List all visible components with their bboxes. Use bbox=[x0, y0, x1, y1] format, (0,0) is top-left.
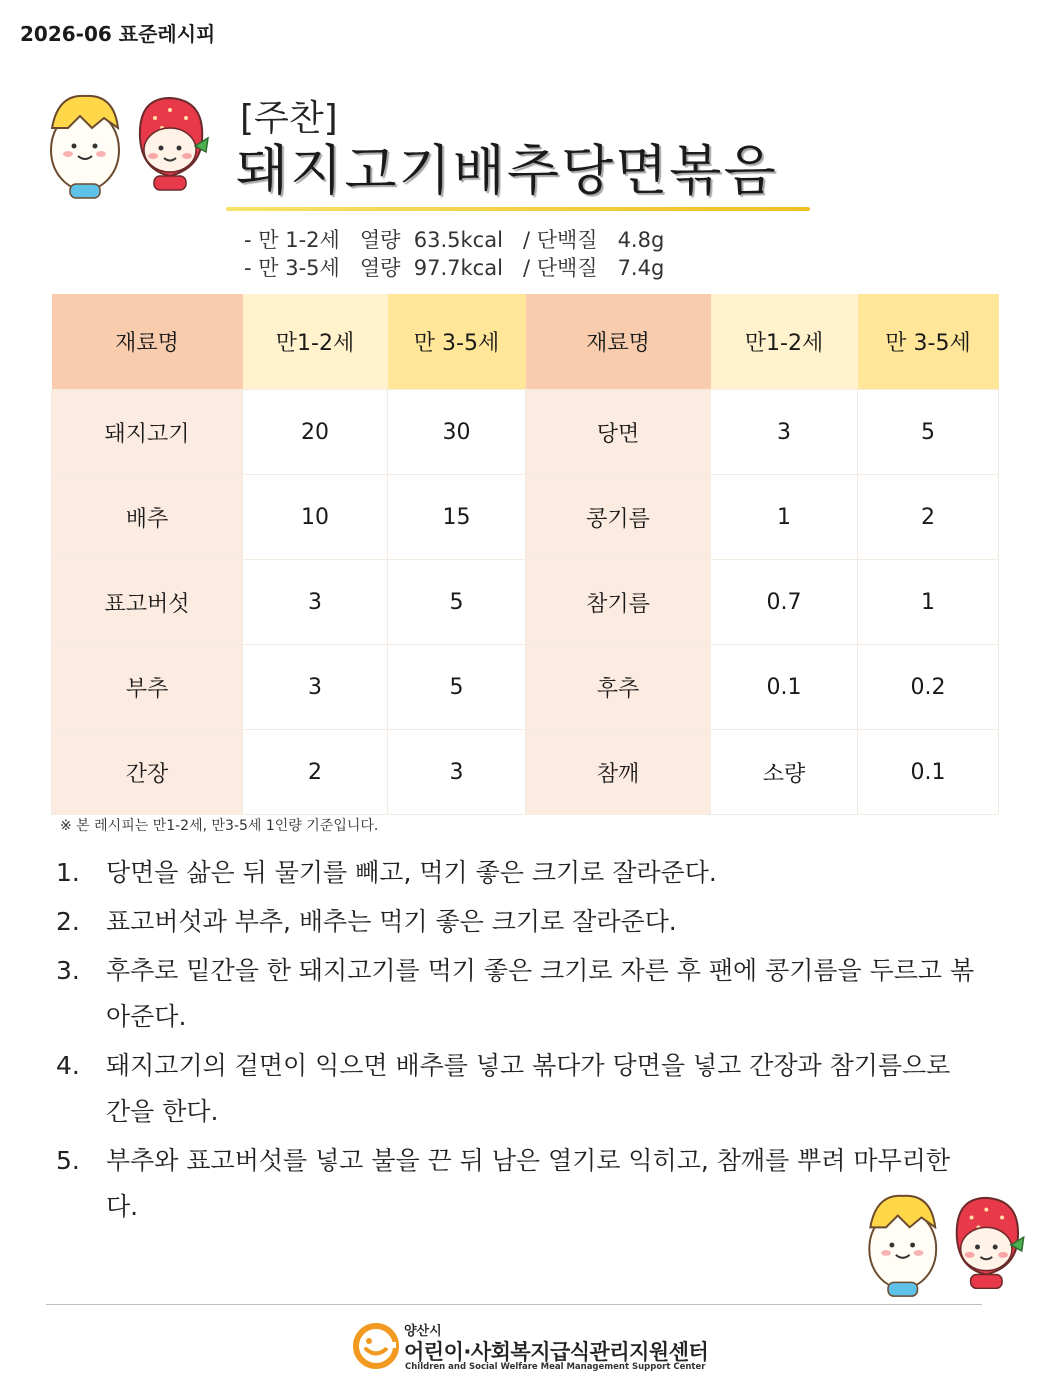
org-name-english: Children and Social Welfare Meal Management Support Center bbox=[405, 1362, 706, 1372]
amount-3-5: 0.1 bbox=[858, 730, 999, 815]
ingredient-name: 부추 bbox=[52, 645, 243, 730]
step-number: 3. bbox=[56, 956, 80, 985]
header-ingredient: 재료명 bbox=[52, 294, 243, 390]
amount-1-2: 20 bbox=[243, 390, 388, 475]
amount-3-5: 30 bbox=[388, 390, 526, 475]
dish-category: [주찬] bbox=[240, 98, 338, 139]
ingredient-name: 배추 bbox=[52, 475, 243, 560]
header-ingredient: 재료명 bbox=[526, 294, 711, 390]
amount-1-2: 3 bbox=[243, 560, 388, 645]
step-number: 5. bbox=[56, 1146, 80, 1175]
amount-1-2: 3 bbox=[711, 390, 858, 475]
recipe-step bbox=[56, 1043, 976, 1135]
header-age-1-2: 만1-2세 bbox=[243, 294, 388, 390]
amount-3-5: 5 bbox=[388, 560, 526, 645]
dish-title: 돼지고기배추당면볶음 bbox=[236, 139, 778, 202]
step-text: 돼지고기의 겉면이 익으면 배추를 넣고 볶다가 당면을 넣고 간장과 참기름으로 간을 한다. bbox=[106, 1051, 951, 1126]
amount-3-5: 1 bbox=[858, 560, 999, 645]
mascot-strawberry-icon bbox=[957, 1198, 1024, 1288]
ingredient-name: 후추 bbox=[526, 645, 711, 730]
mascot-strawberry-icon bbox=[140, 98, 208, 190]
amount-1-2: 3 bbox=[243, 645, 388, 730]
page-header-label: 2026-06 표준레시피 bbox=[20, 22, 216, 46]
amount-3-5: 15 bbox=[388, 475, 526, 560]
org-name: 어린이·사회복지급식관리지원센터 bbox=[404, 1340, 709, 1364]
amount-1-2: 1 bbox=[711, 475, 858, 560]
recipe-step bbox=[56, 1138, 976, 1230]
ingredient-name: 돼지고기 bbox=[52, 390, 243, 475]
recipe-step bbox=[56, 948, 976, 1040]
ingredient-name: 당면 bbox=[526, 390, 711, 475]
center-logo-icon bbox=[352, 1322, 400, 1370]
ingredient-name: 간장 bbox=[52, 730, 243, 815]
ingredient-name: 참깨 bbox=[526, 730, 711, 815]
mascots-bottom bbox=[858, 1188, 1036, 1306]
header-age-3-5: 만 3-5세 bbox=[388, 294, 526, 390]
ingredient-name: 표고버섯 bbox=[52, 560, 243, 645]
table-header-row bbox=[52, 294, 999, 390]
amount-3-5: 5 bbox=[858, 390, 999, 475]
step-text: 부추와 표고버섯를 넣고 불을 끈 뒤 남은 열기로 익히고, 참깨를 뿌려 마무리한다. bbox=[106, 1146, 951, 1221]
header-age-3-5: 만 3-5세 bbox=[858, 294, 999, 390]
table-row bbox=[52, 390, 999, 475]
table-row bbox=[52, 645, 999, 730]
mascot-egg-icon bbox=[51, 96, 119, 198]
amount-1-2: 0.7 bbox=[711, 560, 858, 645]
recipe-steps bbox=[56, 850, 976, 1233]
step-text: 후추로 밑간을 한 돼지고기를 먹기 좋은 크기로 자른 후 팬에 콩기름을 두르고 볶아준다. bbox=[106, 956, 975, 1031]
table-row bbox=[52, 730, 999, 815]
ingredient-name: 참기름 bbox=[526, 560, 711, 645]
header-age-1-2: 만1-2세 bbox=[711, 294, 858, 390]
mascots-top bbox=[40, 88, 220, 208]
recipe-step bbox=[56, 850, 976, 896]
org-city: 양산시 bbox=[404, 1324, 442, 1339]
title-underline bbox=[226, 207, 810, 211]
amount-1-2: 소량 bbox=[711, 730, 858, 815]
table-row bbox=[52, 560, 999, 645]
ingredient-name: 콩기름 bbox=[526, 475, 711, 560]
nutrition-info-1-2: - 만 1-2세 열량 63.5kcal / 단백질 4.8g bbox=[244, 228, 665, 252]
step-text: 표고버섯과 부추, 배추는 먹기 좋은 크기로 잘라준다. bbox=[106, 907, 677, 936]
nutrition-info-3-5: - 만 3-5세 열량 97.7kcal / 단백질 7.4g bbox=[244, 256, 665, 280]
step-number: 1. bbox=[56, 858, 80, 887]
step-number: 4. bbox=[56, 1051, 80, 1080]
serving-note: ※ 본 레시피는 만1-2세, 만3-5세 1인량 기준입니다. bbox=[60, 818, 379, 834]
amount-1-2: 0.1 bbox=[711, 645, 858, 730]
amount-3-5: 0.2 bbox=[858, 645, 999, 730]
step-text: 당면을 삶은 뒤 물기를 빼고, 먹기 좋은 크기로 잘라준다. bbox=[106, 858, 717, 887]
step-number: 2. bbox=[56, 907, 80, 936]
amount-1-2: 10 bbox=[243, 475, 388, 560]
mascot-egg-icon bbox=[869, 1196, 936, 1296]
footer-divider bbox=[46, 1304, 982, 1305]
table-row bbox=[52, 475, 999, 560]
amount-3-5: 3 bbox=[388, 730, 526, 815]
recipe-step bbox=[56, 899, 976, 945]
amount-3-5: 5 bbox=[388, 645, 526, 730]
amount-3-5: 2 bbox=[858, 475, 999, 560]
ingredients-table bbox=[51, 294, 999, 815]
amount-1-2: 2 bbox=[243, 730, 388, 815]
